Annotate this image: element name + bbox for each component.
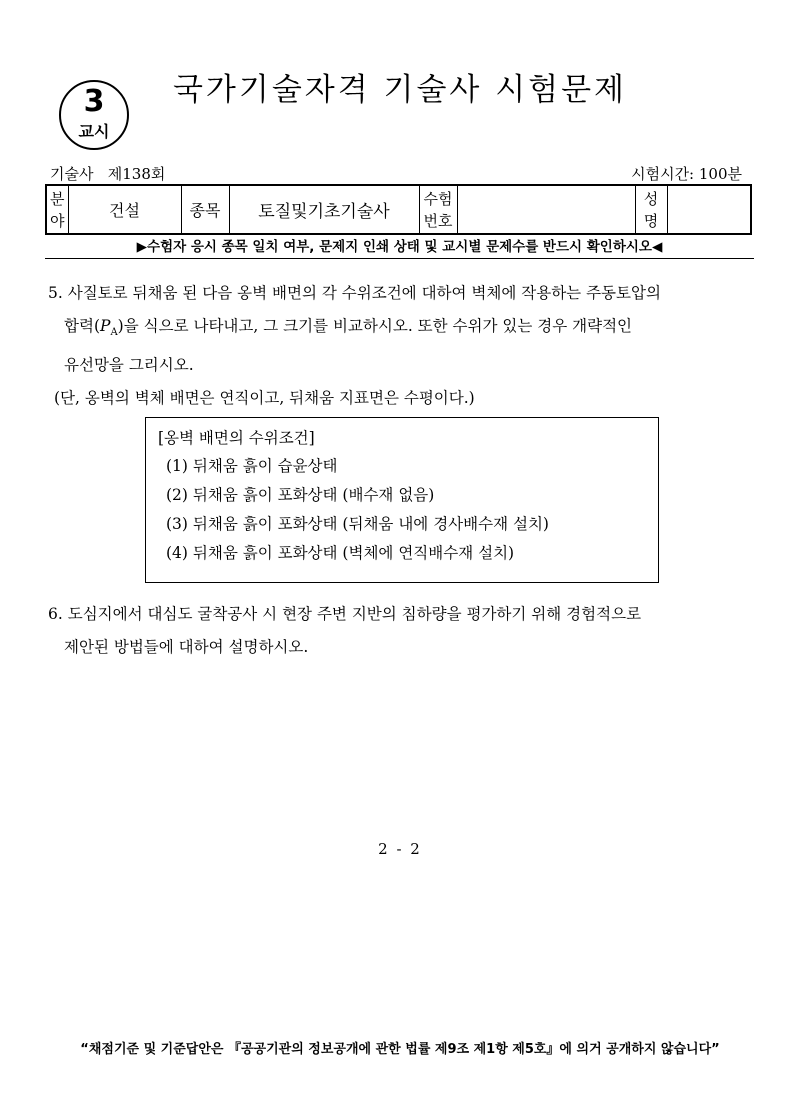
exam-time: 시험시간: 100분 [631,165,742,183]
exam-round: 기술사 제138회 [50,165,166,183]
page-number: 2 - 2 [378,840,422,858]
footer-disclaimer: “채점기준 및 기준답안은 『공공기관의 정보공개에 관한 법률 제9조 제1항 제5호』에 의거 공개하지 않습니다” [80,1042,720,1057]
category-value: 토질및기초기술사 [229,185,419,234]
force-subscript: A [110,327,118,339]
session-number: 3 [83,84,105,119]
question-6 [48,598,758,664]
condition-item: (4) 뒤채움 흙이 포화상태 (벽체에 연직배수재 설치) [166,544,515,562]
field-value: 건설 [68,185,181,234]
water-condition-box [145,417,659,583]
document-title: 국가기술자격 기술사 시험문제 [172,72,627,108]
field-label: 분 야 [46,185,68,234]
question-6-line-2: 제안된 방법들에 대하여 설명하시오. [64,638,309,656]
exam-number-label: 수험 번호 [419,185,457,234]
question-5-line-1: 5. 사질토로 뒤채움 된 다음 옹벽 배면의 각 수위조건에 대하여 벽체에 작용하는 주동토압의 [48,284,661,302]
condition-item: (3) 뒤채움 흙이 포화상태 (뒤채움 내에 경사배수재 설치) [166,515,549,533]
category-label: 종목 [181,185,229,234]
notice-underline [45,258,754,259]
question-5-line-3: 유선망을 그리시오. [64,356,194,375]
question-6-line-1: 6. 도심지에서 대심도 굴착공사 시 현장 주변 지반의 침하량을 평가하기 위해 경험적으로 [48,605,642,623]
session-label: 교시 [78,122,110,141]
force-variable: P [100,317,111,335]
name-label: 성 명 [635,185,667,234]
condition-item: (2) 뒤채움 흙이 포화상태 (배수재 없음) [166,486,435,504]
question-5-note: (단, 옹벽의 벽체 배면은 연직이고, 뒤채움 지표면은 수평이다.) [54,389,475,408]
question-5-line-2: 합력$(P_A)$을 식으로 나타내고, 그 크기를 비교하시오. 또한 수위가 있는 경우 개략적인 [64,317,633,339]
exam-number-field[interactable] [457,185,635,234]
question-5 [48,277,758,415]
notice-banner: ▶수험자 응시 종목 일치 여부, 문제지 인쇄 상태 및 교시별 문제수를 반드시 확인하시오◀ [136,239,663,255]
session-badge [59,80,129,150]
exam-info-table [45,184,752,235]
condition-box-title: [옹벽 배면의 수위조건] [158,429,315,447]
name-field[interactable] [667,185,751,234]
condition-item: (1) 뒤채움 흙이 습윤상태 [166,457,338,475]
